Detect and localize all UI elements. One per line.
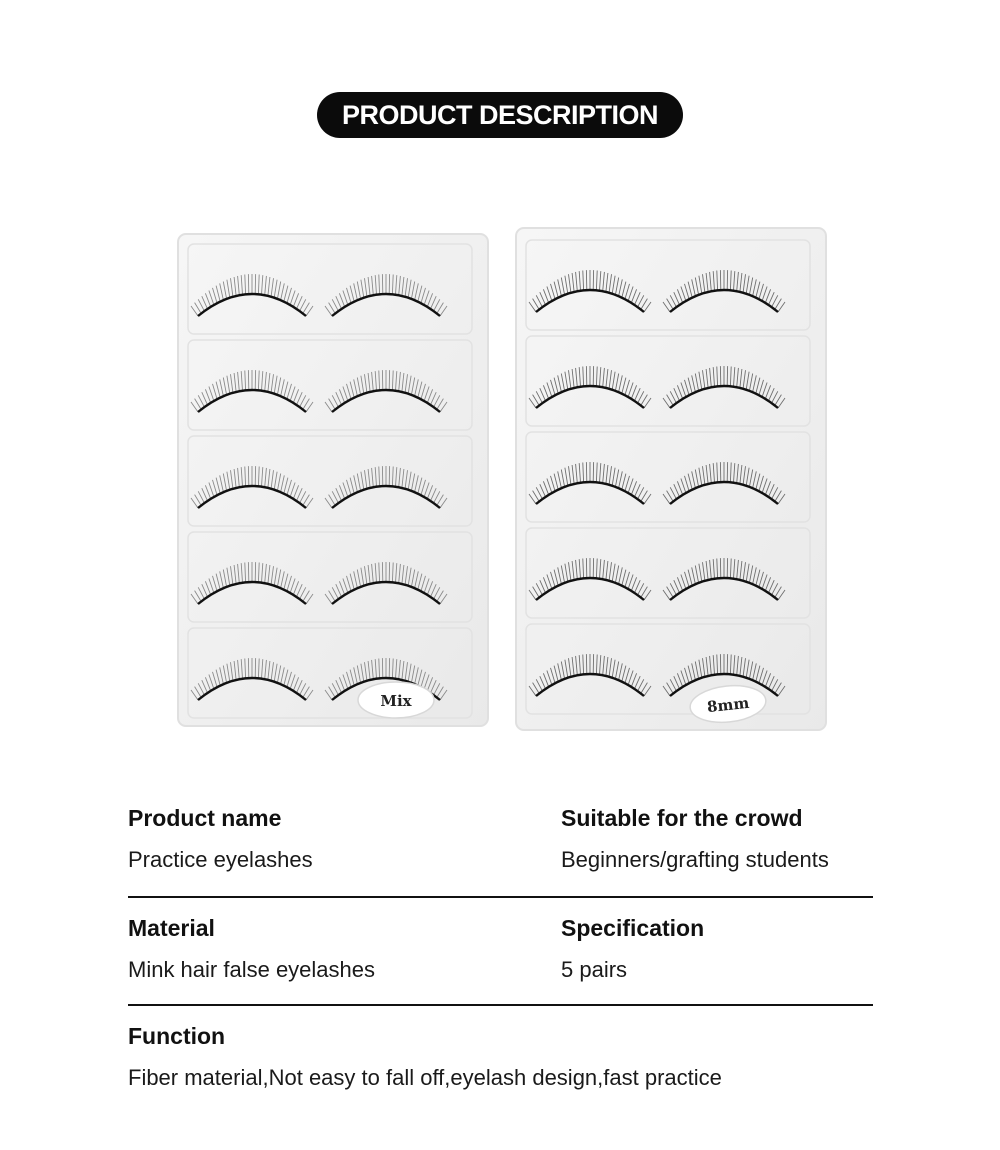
spec-label: Material xyxy=(128,915,215,941)
eyelash-trays-photo xyxy=(170,222,830,738)
eyelash-tray-right xyxy=(516,228,826,730)
spec-row xyxy=(128,898,873,1006)
spec-row xyxy=(128,790,873,898)
spec-specification xyxy=(561,898,704,984)
section-title-pill xyxy=(317,92,683,138)
tray-tag-left-text: Mix xyxy=(380,692,412,710)
spec-value: Practice eyelashes xyxy=(128,847,313,872)
spec-crowd xyxy=(561,790,829,874)
spec-row xyxy=(128,1006,873,1112)
spec-value: 5 pairs xyxy=(561,957,628,982)
spec-function xyxy=(128,1006,722,1092)
spec-material xyxy=(128,898,375,984)
spec-label: Specification xyxy=(561,915,705,941)
spec-label: Product name xyxy=(128,805,282,831)
spec-value: Beginners/grafting students xyxy=(561,847,829,872)
spec-value: Fiber material,Not easy to fall off,eyelash design,fast practice xyxy=(128,1065,722,1090)
section-title: PRODUCT DESCRIPTION xyxy=(341,99,659,130)
spec-product-name xyxy=(128,790,313,874)
spec-label: Suitable for the crowd xyxy=(561,805,803,831)
tray-tag-left xyxy=(358,682,434,718)
spec-value: Mink hair false eyelashes xyxy=(128,957,376,982)
spec-table xyxy=(128,790,873,1112)
tray-tag-right-text: 8mm xyxy=(706,693,751,717)
spec-label: Function xyxy=(128,1023,226,1049)
